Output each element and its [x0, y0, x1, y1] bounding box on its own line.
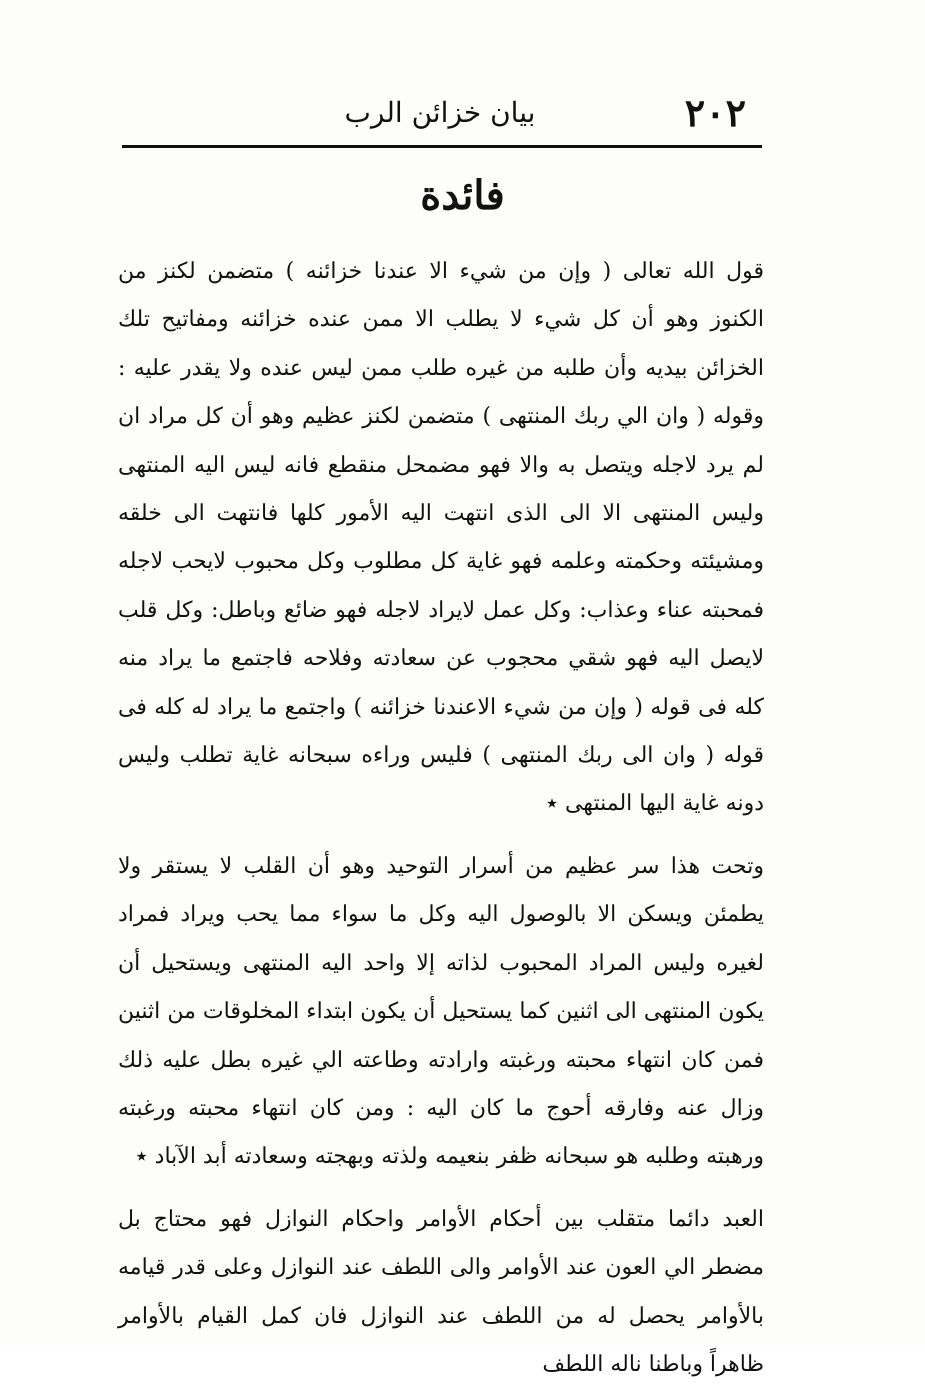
- running-header: [120, 86, 760, 142]
- paragraph-3: العبد دائما متقلب بين أحكام الأوامر واحكام النوازل فهو محتاج بل مضطر الي العون عند الأوامر والى اللطف عند النوازل وعلى قدر قيامه بالأوامر يحصل له من اللطف عند النوازل فان كمل القيام بالأوامر ظاهراً وباطنا ناله اللطف: [118, 1206, 764, 1377]
- paragraph-1: قول الله تعالى ( وإن من شيء الا عندنا خزائنه ) متضمن لكنز من الكنوز وهو أن كل شيء لا يطلب الا ممن عنده خزائنه ومفاتيح تلك الخزائن بيديه وأن طلبه من غيره طلب ممن ليس عنده ولا يقدر عليه : وقوله ( وان الي ربك المنتهى ) متضمن لكنز عظيم وهو أن كل مراد ان لم يرد لاجله ويتصل به والا فهو مضمحل منقطع فانه ليس اليه المنتهى وليس المنتهى الا الى الذى انتهت اليه الأمور كلها فانتهت الى خلقه ومشيئته وحكمته وعلمه فهو غاية كل مطلوب وكل محبوب لايحب لاجله فمحبته عناء وعذاب: وكل عمل لايراد لاجله فهو ضائع وباطل: وكل قلب لايصل اليه فهو شقي محجوب عن سعادته وفلاحه فاجتمع ما يراد منه كله فى قوله ( وإن من شيء الاعندنا خزائنه ) واجتمع ما يراد له كله فى قوله ( وان الى ربك المنتهى ) فليس وراءه سبحانه غاية تطلب وليس دونه غاية اليها المنتهى ٭: [118, 259, 765, 817]
- section-title: فائدة: [420, 172, 505, 219]
- running-title: بيان خزائن الرب: [344, 96, 536, 129]
- paragraph-2: وتحت هذا سر عظيم من أسرار التوحيد وهو أن القلب لا يستقر ولا يطمئن ويسكن الا بالوصول اليه وكل ما سواء مما يحب ويراد فمراد لغيره وليس المراد المحبوب لذاته إلا واحد اليه المنتهى ويستحيل أن يكون المنتهى الى اثنين كما يستحيل أن يكون ابتداء المخلوقات من اثنين فمن كان انتهاء محبته ورغبته وارادته وطاعته الي غيره بطل عليه ذلك وزال عنه وفارقه أحوج ما كان اليه : ومن كان انتهاء محبته ورغبته ورهبته وطلبه هو سبحانه ظفر بنعيمه ولذته وبهجته وسعادته أبد الآباد ٭: [118, 853, 764, 1170]
- header-rule: [122, 145, 762, 148]
- body-text: [118, 248, 764, 1389]
- page-number: ٢٠٢: [684, 90, 746, 135]
